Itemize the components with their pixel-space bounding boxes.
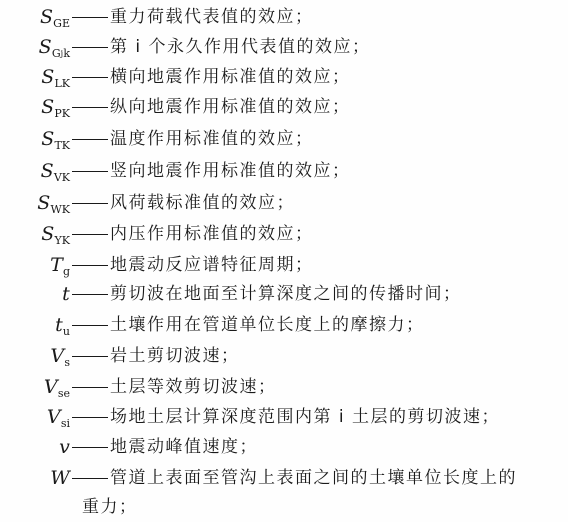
definition-text: 第 i 个永久作用代表值的效应； (110, 37, 371, 57)
definition-text: 地震动反应谱特征周期； (110, 255, 314, 275)
em-dash (72, 47, 108, 48)
definition-text: 温度作用标准值的效应； (110, 129, 314, 149)
definition-text: 地震动峰值速度； (110, 437, 258, 457)
symbol: $V_{se}$ (43, 376, 70, 400)
em-dash (72, 294, 108, 295)
definition-text: 土层等效剪切波速； (110, 377, 277, 397)
symbol: $S_{GE}$ (39, 6, 70, 30)
em-dash (72, 478, 108, 479)
list-item (0, 432, 568, 462)
list-item (0, 463, 568, 493)
em-dash (72, 77, 108, 78)
list-item (0, 32, 568, 62)
symbol: $S_{YK}$ (41, 223, 70, 247)
list-item (0, 62, 568, 92)
symbol: W (50, 467, 70, 489)
symbol: t (62, 283, 70, 305)
symbol: $t_u$ (55, 314, 70, 338)
symbol: $S_{VK}$ (40, 160, 70, 184)
definition-text: 纵向地震作用标准值的效应； (110, 97, 351, 117)
list-item (0, 279, 568, 309)
em-dash (72, 265, 108, 266)
list-item (0, 219, 568, 249)
definition-text: 管道上表面至管沟上表面之间的土壤单位长度上的 (110, 468, 517, 488)
em-dash (72, 447, 108, 448)
em-dash (72, 325, 108, 326)
em-dash (72, 17, 108, 18)
symbol: $S_Gj_k$ (38, 36, 70, 60)
list-item (0, 402, 568, 432)
symbol: $S_{LK}$ (41, 66, 70, 90)
list-item (0, 250, 568, 280)
definition-text: 横向地震作用标准值的效应； (110, 67, 351, 87)
symbol: $V_{si}$ (46, 406, 70, 430)
definition-text: 竖向地震作用标准值的效应； (110, 161, 351, 181)
symbol: v (59, 436, 70, 458)
definition-text: 场地土层计算深度范围内第 i 土层的剪切波速； (110, 407, 501, 427)
list-item (0, 2, 568, 32)
symbol: $S_{TK}$ (41, 128, 70, 152)
em-dash (72, 107, 108, 108)
em-dash (72, 171, 108, 172)
symbol: $T_g$ (50, 254, 70, 278)
em-dash (72, 417, 108, 418)
definition-text: 内压作用标准值的效应； (110, 224, 314, 244)
list-item (0, 341, 568, 371)
definition-text: 岩土剪切波速； (110, 346, 240, 366)
definition-text-continuation: 重力； (82, 497, 138, 517)
definition-text: 重力荷载代表值的效应； (110, 7, 314, 27)
em-dash (72, 234, 108, 235)
definition-text: 风荷载标准值的效应； (110, 193, 295, 213)
symbol: $S_{PK}$ (41, 96, 70, 120)
list-item (0, 372, 568, 402)
definition-text: 剪切波在地面至计算深度之间的传播时间； (110, 284, 462, 304)
list-item (0, 310, 568, 340)
em-dash (72, 387, 108, 388)
symbol: $S_{WK}$ (37, 192, 70, 216)
definition-text: 土壤作用在管道单位长度上的摩擦力； (110, 315, 425, 335)
em-dash (72, 139, 108, 140)
list-item (0, 124, 568, 154)
list-item (0, 156, 568, 186)
em-dash (72, 356, 108, 357)
symbol: $V_s$ (50, 345, 70, 369)
list-item (0, 92, 568, 122)
list-item (0, 188, 568, 218)
em-dash (72, 203, 108, 204)
